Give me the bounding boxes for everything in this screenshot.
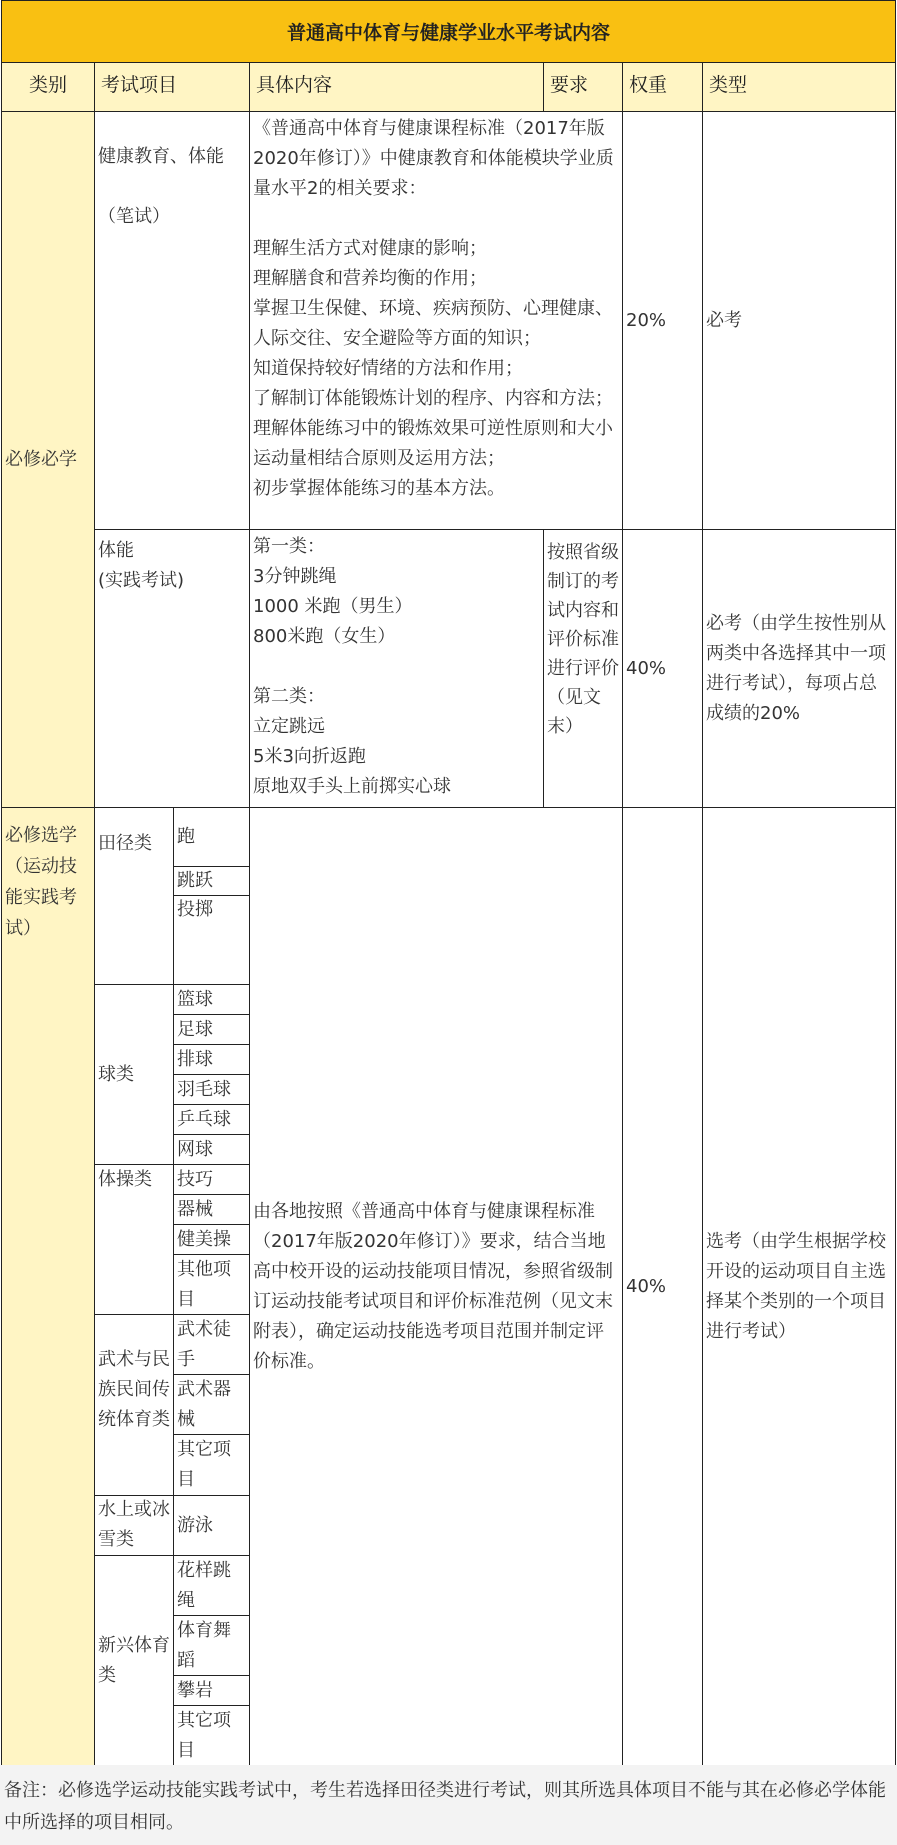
item-fitness-practical [94, 529, 250, 808]
group-gymnastics: 体操类 [94, 1164, 174, 1315]
content-health-fitness-written [249, 111, 623, 530]
type-skill-practical: 选考（由学生根据学校开设的运动项目自主选择某个类别的一个项目进行考试） [702, 807, 896, 1766]
header-item: 考试项目 [94, 62, 250, 112]
header-type: 类型 [702, 62, 896, 112]
item-fancy-rope-skipping: 花样跳绳 [173, 1555, 250, 1616]
item-table-tennis: 乒乓球 [173, 1104, 250, 1135]
category-required-elective: 必修选学（运动技能实践考试） [1, 807, 95, 1766]
item-martial-weapons: 武术器械 [173, 1374, 250, 1435]
item-line: 体能 [98, 540, 134, 561]
content-line: 初步掌握体能练习的基本方法。 [253, 478, 505, 499]
item-swimming: 游泳 [173, 1495, 250, 1556]
item-gymnastics-other: 其他项目 [173, 1254, 250, 1315]
content-line: 第一类： [253, 536, 325, 557]
type-health-fitness-written: 必考 [702, 111, 896, 530]
content-line: 立定跳远 [253, 716, 325, 737]
content-line: 知道保持较好情绪的方法和作用； [253, 358, 523, 379]
category-required-compulsory [1, 111, 95, 808]
content-line: 了解制订体能锻炼计划的程序、内容和方法； [253, 388, 613, 409]
weight-fitness-practical: 40% [622, 529, 703, 808]
content-line: 3分钟跳绳 [253, 566, 337, 587]
header-content: 具体内容 [249, 62, 544, 112]
item-football: 足球 [173, 1014, 250, 1045]
header-requirement: 要求 [543, 62, 623, 112]
content-skill-practical: 由各地按照《普通高中体育与健康课程标准（2017年版2020年修订）》要求，结合当地高中校开设的运动技能项目情况，参照省级制订运动技能考试项目和评价标准范例（见文末附表），确定运动技能选考项目范围并制定评价标准。 [249, 807, 623, 1766]
item-badminton: 羽毛球 [173, 1074, 250, 1105]
content-line: 原地双手头上前掷实心球 [253, 776, 451, 797]
item-line: 健康教育、体能 [98, 146, 224, 167]
item-tennis: 网球 [173, 1134, 250, 1165]
type-fitness-practical: 必考（由学生按性别从两类中各选择其中一项进行考试），每项占总成绩的20% [702, 529, 896, 808]
item-line: (实践考试) [98, 570, 185, 591]
item-acrobatics: 技巧 [173, 1164, 250, 1195]
group-track-field: 田径类 [94, 807, 174, 985]
weight-health-fitness-written: 20% [622, 111, 703, 530]
item-sport-dance: 体育舞蹈 [173, 1615, 250, 1676]
item-aerobics: 健美操 [173, 1224, 250, 1255]
item-basketball: 篮球 [173, 984, 250, 1015]
item-martial-other: 其它项目 [173, 1434, 250, 1496]
item-throw: 投掷 [173, 895, 250, 985]
item-apparatus: 器械 [173, 1194, 250, 1225]
item-martial-bare-hand: 武术徒手 [173, 1314, 250, 1375]
content-line: 800米跑（女生） [253, 626, 396, 647]
content-line: 《普通高中体育与健康课程标准（2017年版2020年修订）》中健康教育和体能模块学业质量水平2的相关要求： [253, 118, 614, 199]
content-line: 1000 米跑（男生） [253, 596, 413, 617]
item-health-fitness-written [94, 111, 250, 530]
footnote: 备注：必修选学运动技能实践考试中，考生若选择田径类进行考试，则其所选具体项目不能与其在必修必学体能中所选择的项目相同。 [0, 1765, 897, 1845]
content-line: 掌握卫生保健、环境、疾病预防、心理健康、人际交往、安全避险等方面的知识； [253, 298, 613, 349]
item-emerging-other: 其它项目 [173, 1705, 250, 1766]
group-water-ice-snow: 水上或冰雪类 [94, 1495, 174, 1556]
content-blank-line [253, 652, 540, 682]
group-ball-sports: 球类 [94, 984, 174, 1165]
content-line: 理解生活方式对健康的影响； [253, 238, 487, 259]
group-martial-arts-folk: 武术与民族民间传统体育类 [94, 1314, 174, 1496]
item-line: （笔试） [98, 206, 170, 227]
content-line: 5米3向折返跑 [253, 746, 366, 767]
item-run: 跑 [173, 807, 250, 867]
content-line: 理解体能练习中的锻炼效果可逆性原则和大小运动量相结合原则及运用方法； [253, 418, 613, 469]
weight-skill-practical: 40% [622, 807, 703, 1766]
group-emerging-sports: 新兴体育类 [94, 1555, 174, 1766]
category-label: 必修必学 [5, 448, 77, 470]
header-category: 类别 [1, 62, 95, 112]
item-volleyball: 排球 [173, 1044, 250, 1075]
table-title: 普通高中体育与健康学业水平考试内容 [1, 0, 896, 63]
content-fitness-practical [249, 529, 544, 808]
content-line: 第二类： [253, 686, 325, 707]
header-weight: 权重 [622, 62, 703, 112]
item-jump: 跳跃 [173, 866, 250, 896]
item-rock-climbing: 攀岩 [173, 1675, 250, 1706]
requirement-fitness-practical: 按照省级制订的考试内容和评价标准进行评价（见文末） [543, 529, 623, 808]
content-blank-line [253, 204, 619, 234]
content-line: 理解膳食和营养均衡的作用； [253, 268, 487, 289]
